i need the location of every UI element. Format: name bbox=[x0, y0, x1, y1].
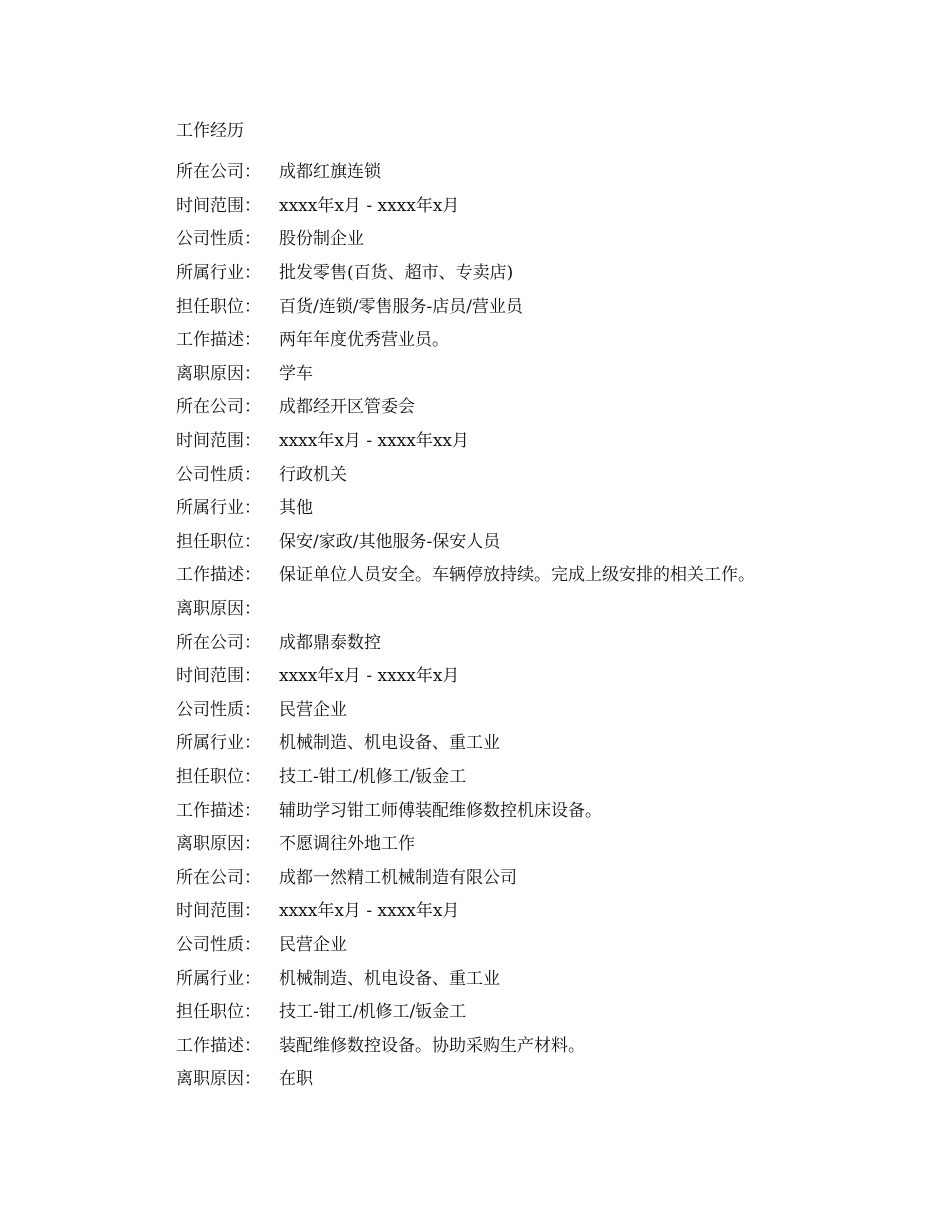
industry-label: 所属行业： bbox=[176, 733, 261, 754]
description-value: 保证单位人员安全。车辆停放持续。完成上级安排的相关工作。 bbox=[279, 565, 755, 586]
reason-label: 离职原因： bbox=[176, 1069, 261, 1090]
job-4-company-row bbox=[176, 858, 916, 892]
nature-value: 股份制企业 bbox=[279, 229, 364, 250]
nature-value: 民营企业 bbox=[279, 934, 347, 955]
description-label: 工作描述： bbox=[176, 800, 261, 821]
job-4-position-row bbox=[176, 993, 916, 1027]
job-1-description-row bbox=[176, 321, 916, 355]
position-value: 技工-钳工/机修工/钣金工 bbox=[279, 1002, 467, 1023]
position-value: 百货/连锁/零售服务-店员/营业员 bbox=[279, 296, 523, 317]
period-value: xxxx年x月 - xxxx年xx月 bbox=[279, 431, 470, 452]
reason-label: 离职原因： bbox=[176, 363, 261, 384]
industry-label: 所属行业： bbox=[176, 968, 261, 989]
reason-value: 在职 bbox=[279, 1069, 313, 1090]
company-value: 成都经开区管委会 bbox=[279, 397, 415, 418]
reason-value: 不愿调往外地工作 bbox=[279, 834, 415, 855]
company-label: 所在公司： bbox=[176, 162, 261, 183]
industry-label: 所属行业： bbox=[176, 263, 261, 284]
nature-value: 行政机关 bbox=[279, 464, 347, 485]
position-label: 担任职位： bbox=[176, 296, 261, 317]
industry-value: 批发零售(百货、超市、专卖店) bbox=[279, 263, 514, 284]
description-value: 辅助学习钳工师傅装配维修数控机床设备。 bbox=[279, 800, 602, 821]
nature-label: 公司性质： bbox=[176, 464, 261, 485]
period-value: xxxx年x月 - xxxx年x月 bbox=[279, 195, 460, 216]
industry-value: 其他 bbox=[279, 498, 313, 519]
job-1-reason-row bbox=[176, 355, 916, 389]
period-label: 时间范围： bbox=[176, 666, 261, 687]
period-label: 时间范围： bbox=[176, 195, 261, 216]
company-label: 所在公司： bbox=[176, 632, 261, 653]
section-title: 工作经历 bbox=[176, 121, 244, 141]
job-1-industry-row bbox=[176, 254, 916, 288]
period-label: 时间范围： bbox=[176, 901, 261, 922]
job-2-industry-row bbox=[176, 489, 916, 523]
job-2-position-row bbox=[176, 523, 916, 557]
job-3-nature-row bbox=[176, 691, 916, 725]
job-2-period-row bbox=[176, 422, 916, 456]
company-value: 成都一然精工机械制造有限公司 bbox=[279, 867, 517, 888]
nature-value: 民营企业 bbox=[279, 699, 347, 720]
position-label: 担任职位： bbox=[176, 531, 261, 552]
period-value: xxxx年x月 - xxxx年x月 bbox=[279, 901, 460, 922]
reason-label: 离职原因： bbox=[176, 834, 261, 855]
job-4-nature-row bbox=[176, 926, 916, 960]
job-4-reason-row bbox=[176, 1060, 916, 1094]
job-3-reason-row bbox=[176, 825, 916, 859]
position-value: 技工-钳工/机修工/钣金工 bbox=[279, 766, 467, 787]
company-value: 成都红旗连锁 bbox=[279, 162, 381, 183]
job-2-nature-row bbox=[176, 455, 916, 489]
nature-label: 公司性质： bbox=[176, 229, 261, 250]
description-value: 两年年度优秀营业员。 bbox=[279, 330, 449, 351]
nature-label: 公司性质： bbox=[176, 699, 261, 720]
job-3-description-row bbox=[176, 791, 916, 825]
job-1-company-row bbox=[176, 153, 916, 187]
job-3-position-row bbox=[176, 758, 916, 792]
job-2-reason-row bbox=[176, 590, 916, 624]
job-2-description-row bbox=[176, 556, 916, 590]
period-value: xxxx年x月 - xxxx年x月 bbox=[279, 666, 460, 687]
company-label: 所在公司： bbox=[176, 397, 261, 418]
description-value: 装配维修数控设备。协助采购生产材料。 bbox=[279, 1035, 585, 1056]
position-label: 担任职位： bbox=[176, 766, 261, 787]
industry-value: 机械制造、机电设备、重工业 bbox=[279, 968, 500, 989]
work-history-list bbox=[176, 153, 916, 1094]
industry-label: 所属行业： bbox=[176, 498, 261, 519]
reason-label: 离职原因： bbox=[176, 599, 261, 620]
job-1-nature-row bbox=[176, 220, 916, 254]
company-value: 成都鼎泰数控 bbox=[279, 632, 381, 653]
job-4-industry-row bbox=[176, 959, 916, 993]
position-label: 担任职位： bbox=[176, 1002, 261, 1023]
company-label: 所在公司： bbox=[176, 867, 261, 888]
period-label: 时间范围： bbox=[176, 431, 261, 452]
job-1-period-row bbox=[176, 187, 916, 221]
position-value: 保安/家政/其他服务-保安人员 bbox=[279, 531, 501, 552]
nature-label: 公司性质： bbox=[176, 934, 261, 955]
job-2-company-row bbox=[176, 388, 916, 422]
job-3-company-row bbox=[176, 623, 916, 657]
description-label: 工作描述： bbox=[176, 565, 261, 586]
reason-value: 学车 bbox=[279, 363, 313, 384]
job-4-description-row bbox=[176, 1026, 916, 1060]
industry-value: 机械制造、机电设备、重工业 bbox=[279, 733, 500, 754]
job-3-industry-row bbox=[176, 724, 916, 758]
job-1-position-row bbox=[176, 287, 916, 321]
job-4-period-row bbox=[176, 892, 916, 926]
description-label: 工作描述： bbox=[176, 330, 261, 351]
description-label: 工作描述： bbox=[176, 1035, 261, 1056]
job-3-period-row bbox=[176, 657, 916, 691]
